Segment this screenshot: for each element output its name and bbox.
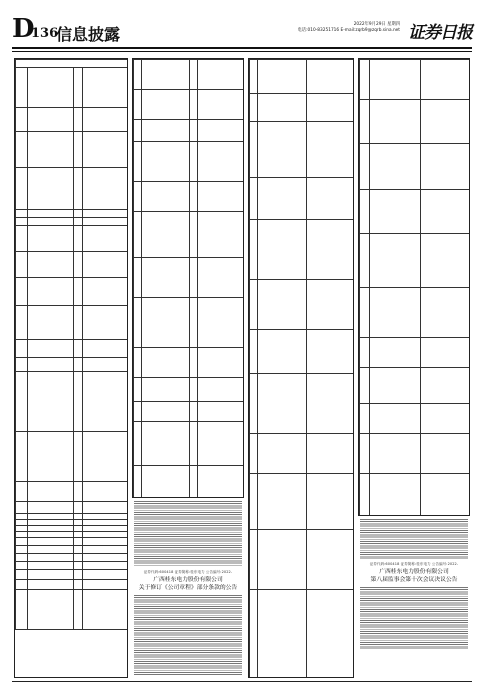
table-row: [250, 220, 355, 280]
table-row: [250, 122, 355, 178]
table-row: [16, 546, 129, 554]
newspaper-logo: 证券日报: [408, 23, 472, 43]
table-row: [134, 378, 245, 402]
page-bottom-rule: [12, 681, 472, 682]
table-row: [360, 474, 471, 517]
table-row: [134, 298, 245, 348]
table-row: [16, 482, 129, 502]
table-row: [360, 368, 471, 404]
notice-code-line: 证券代码:600418 证券简称:桂东电力 公告编号:2022-: [369, 562, 459, 566]
table-row: [16, 580, 129, 590]
table-row: [250, 474, 355, 530]
masthead-meta: [280, 22, 400, 34]
table-row: [16, 554, 129, 562]
body-paragraph: [360, 587, 468, 649]
table-row: [360, 234, 471, 288]
table-row: [16, 432, 129, 482]
masthead-rule-thick: [12, 47, 472, 49]
table-row: [360, 288, 471, 338]
table-row: [134, 90, 245, 120]
contact-line: 电话:010-83251716 E-mail:zqrb9@zqrb.sina.net: [297, 28, 400, 33]
table-row: [16, 68, 129, 108]
column-3-table: [248, 58, 354, 678]
table-row: [16, 168, 129, 210]
notice-title: 关于修订《公司章程》部分条款的公告: [138, 584, 238, 591]
table-row: [250, 94, 355, 122]
table-row: [16, 372, 129, 432]
notice-title-block: [132, 577, 244, 592]
table-row: [16, 538, 129, 546]
table-row: [250, 178, 355, 220]
table-row: [16, 340, 129, 358]
table-row: [134, 60, 245, 90]
section-letter: D: [12, 14, 34, 44]
table-row: [134, 120, 245, 142]
table-row: [16, 226, 129, 252]
table-row: [16, 108, 129, 132]
column-1-table: [14, 58, 128, 678]
notice-title-block: [358, 569, 470, 584]
column-2-table: [132, 58, 244, 498]
date-line: 2022年9月29日 星期四: [353, 22, 400, 27]
body-paragraph: [360, 519, 468, 559]
table-row: [134, 258, 245, 298]
table-row: [134, 402, 245, 422]
masthead: [12, 16, 472, 46]
table-row: [134, 422, 245, 466]
table-row: [250, 60, 355, 94]
page-number: 136: [31, 26, 59, 41]
table-row: [250, 530, 355, 590]
table-row: [250, 374, 355, 434]
table-row: [134, 466, 245, 499]
table-row: [360, 190, 471, 234]
amendment-table: [15, 59, 128, 630]
table-row: [250, 280, 355, 330]
table-row: [360, 404, 471, 434]
table-row: [16, 590, 129, 630]
table-row: [360, 60, 471, 100]
table-row: [16, 502, 129, 514]
notice-code-line: 证券代码:600418 证券简称:桂东电力 公告编号:2022-: [143, 570, 233, 574]
table-row: [134, 348, 245, 378]
body-paragraph: [134, 501, 242, 567]
table-row: [250, 434, 355, 474]
table-row: [360, 338, 471, 368]
notice-title: 第八届监事会第十次会议决议公告: [370, 576, 458, 583]
table-row: [250, 330, 355, 374]
table-row: [16, 306, 129, 340]
masthead-rule-thin: [12, 51, 472, 52]
table-row: [16, 358, 129, 372]
column-4-table: [358, 58, 470, 516]
section-title: 信息披露: [56, 25, 121, 44]
table-row: [16, 132, 129, 168]
table-row: [16, 60, 129, 68]
notice-company: 广西桂东电力股份有限公司: [379, 569, 449, 575]
table-row: [16, 562, 129, 570]
table-row: [360, 434, 471, 474]
body-paragraph: [134, 595, 242, 675]
table-row: [134, 212, 245, 258]
notice-company: 广西桂东电力股份有限公司: [153, 577, 223, 583]
column-2: [132, 58, 244, 678]
table-row: [16, 252, 129, 278]
table-row: [16, 570, 129, 580]
table-row: [134, 142, 245, 182]
table-row: [250, 590, 355, 678]
table-row: [360, 144, 471, 190]
table-row: [134, 182, 245, 212]
table-row: [16, 210, 129, 218]
table-row: [16, 218, 129, 226]
table-row: [16, 278, 129, 306]
table-row: [360, 100, 471, 144]
column-4: [358, 58, 470, 678]
